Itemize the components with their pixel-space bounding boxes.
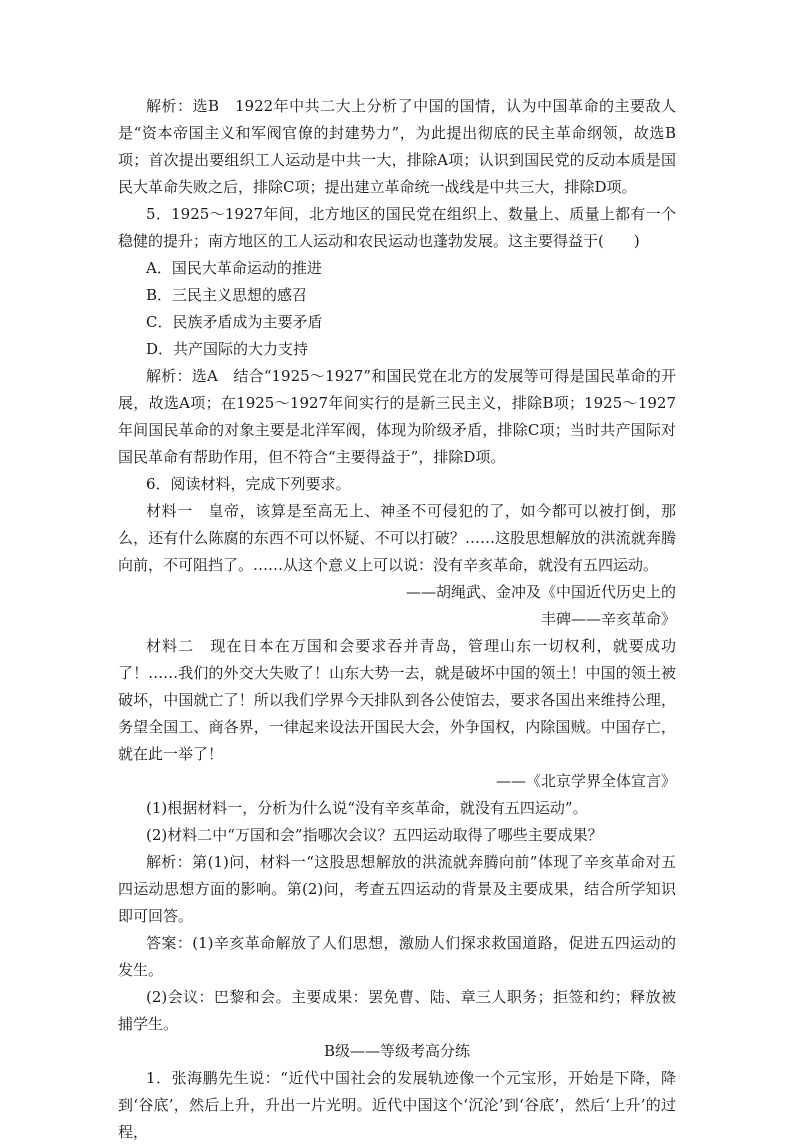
q6-answer-1: 答案：(1)辛亥革命解放了人们思想，激励人们探求救国道路，促进五四运动的发生。	[118, 934, 676, 979]
q5-analysis: 解析：选A 结合“1925～1927”和国民党在北方的发展等可得是国民革命的开展，故选A项；在1925～1927年间实行的是新三民主义，排除B项；1925～1927年间国民革命的对象主要是北洋军阀，体现为阶级矛盾，排除C项；当时共产国际对国民革命有帮助作用，但不符合“主要得益于”，排除D项。	[118, 367, 676, 466]
q5-option-a: A．国民大革命运动的推进	[146, 259, 322, 277]
q6-stem: 6．阅读材料，完成下列要求。	[146, 475, 351, 493]
q5-stem: 5．1925～1927年间，北方地区的国民党在组织上、数量上、质量上都有一个稳健的提升；南方地区的工人运动和农民运动也蓬勃发展。这主要得益于( )	[118, 205, 676, 250]
q6-analysis: 解析：第(1)问，材料一“这股思想解放的洪流就奔腾向前”体现了辛亥革命对五四运动思想方面的影响。第(2)问，考查五四运动的背景及主要成果，结合所学知识即可回答。	[118, 853, 676, 925]
page-content	[118, 93, 676, 1146]
section-b-heading: B级——等级考高分练	[323, 1042, 471, 1060]
q6-requirement-2: (2)材料二中“万国和会”指哪次会议？五四运动取得了哪些主要成果？	[146, 826, 603, 844]
q6-material-2: 材料二 现在日本在万国和会要求吞并青岛，管理山东一切权利，就要成功了！……我们的外交大失败了！山东大势一去，就是破坏中国的领土！中国的领土被破坏，中国就亡了！所以我们学界今天排队到各公使馆去，要求各国出来维持公理，务望全国工、商各界，一律起来设法开国民大会，外争国权，内除国贼。中国存亡，就在此一举了！	[118, 637, 676, 763]
q6-requirement-1: (1)根据材料一，分析为什么说“没有辛亥革命，就没有五四运动”。	[146, 799, 588, 817]
q6-source-1-line-2: 丰碑——辛亥革命》	[540, 610, 676, 628]
q6-material-1: 材料一 皇帝，该算是至高无上、神圣不可侵犯的了，如今都可以被打倒，那么，还有什么陈腐的东西不可以怀疑、不可以打破？……这股思想解放的洪流就奔腾向前，不可阻挡了。……从这个意义上可以说：没有辛亥革命，就没有五四运动。	[118, 502, 676, 574]
q5-option-c: C．民族矛盾成为主要矛盾	[146, 313, 323, 331]
q5-option-b: B．三民主义思想的感召	[146, 286, 308, 304]
q6-source-1-line-1: ——胡绳武、金冲及《中国近代历史上的	[405, 583, 676, 601]
q6-answer-2: (2)会议：巴黎和会。主要成果：罢免曹、陆、章三人职务；拒签和约；释放被捕学生。	[118, 988, 676, 1033]
q5-option-d: D．共产国际的大力支持	[146, 340, 309, 358]
q6-source-2: ——《北京学界全体宣言》	[495, 772, 676, 790]
q4-analysis: 解析：选B 1922年中共二大上分析了中国的国情，认为中国革命的主要敌人是“资本帝国主义和军阀官僚的封建势力”，为此提出彻底的民主革命纲领，故选B项；首次提出要组织工人运动是中共一大，排除A项；认识到国民党的反动本质是国民大革命失败之后，排除C项；提出建立革命统一战线是中共三大，排除D项。	[118, 97, 676, 196]
b1-stem: 1．张海鹏先生说：“近代中国社会的发展轨迹像一个元宝形，开始是下降，降到‘谷底’，然后上升，升出一片光明。近代中国这个‘沉沦’到‘谷底’，然后‘上升’的过程，	[118, 1069, 676, 1141]
